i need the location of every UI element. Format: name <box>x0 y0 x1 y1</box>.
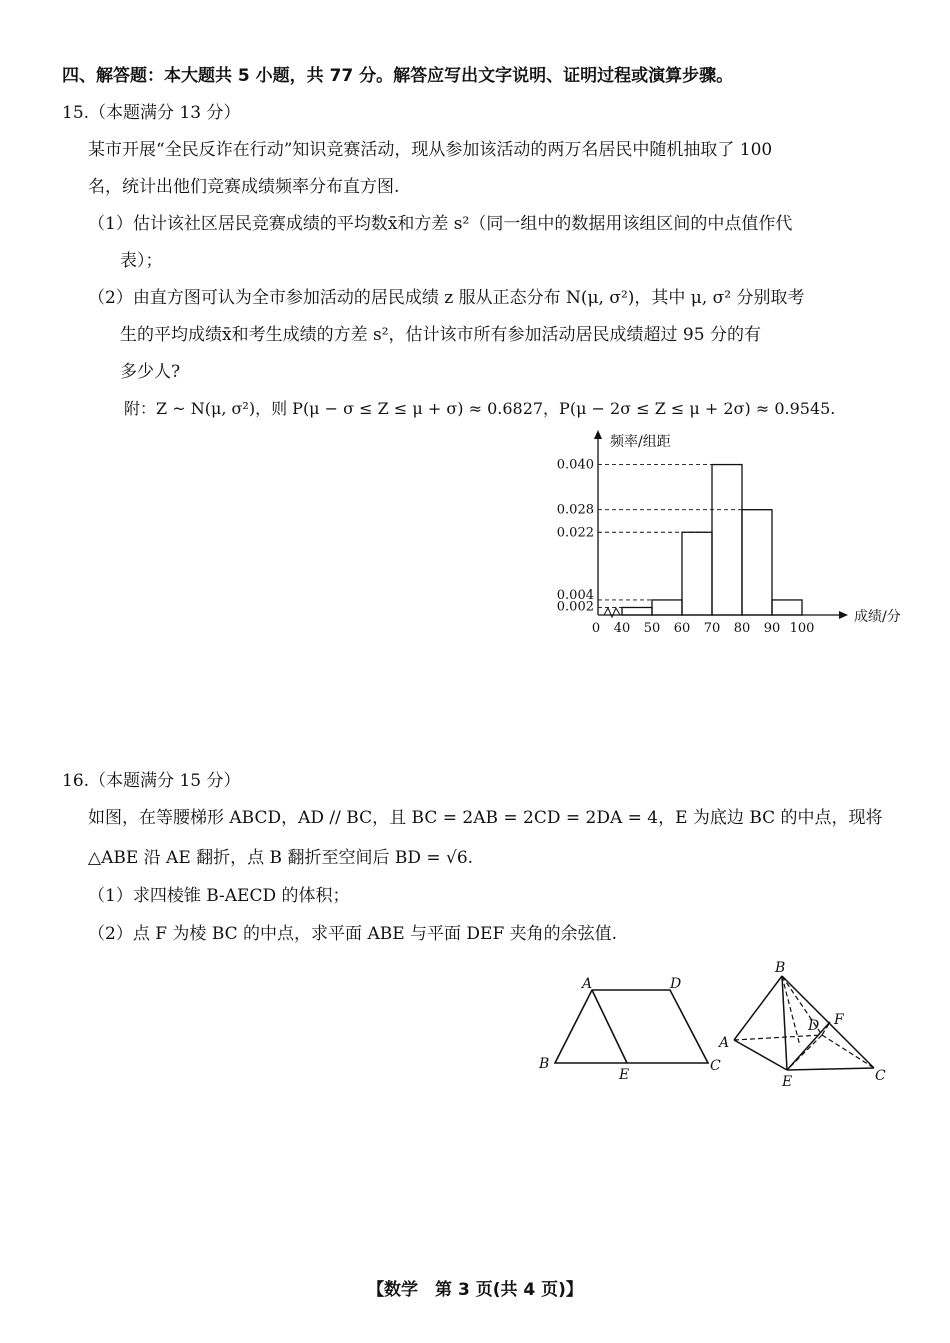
q16-header: 16.（本题满分 15 分） <box>62 771 241 791</box>
edge-ec <box>787 1068 874 1070</box>
histogram-bar-6 <box>772 600 802 615</box>
y-tick-label-4: 0.028 <box>556 502 594 518</box>
label-a: A <box>582 976 593 992</box>
x-tick-label-3: 60 <box>673 621 691 636</box>
pyramid-figure <box>712 958 897 1093</box>
edge-be <box>782 976 787 1070</box>
label-a3: A <box>719 1035 730 1051</box>
q15-part2-line3: 多少人? <box>120 362 181 382</box>
x-tick-label-6: 90 <box>763 621 781 636</box>
q15-part2-line1: （2）由直方图可认为全市参加活动的居民成绩 z 服从正态分布 N(μ, σ²)，其中 μ, σ² 分别取考 <box>88 288 805 308</box>
x-tick-label-5: 80 <box>733 621 751 636</box>
y-tick-label-5: 0.040 <box>556 457 594 473</box>
histogram-bar-5 <box>742 510 772 615</box>
y-tick-label-2: 0.004 <box>556 587 594 603</box>
section-heading: 四、解答题：本大题共 5 小题，共 77 分。解答应写出文字说明、证明过程或演算步骤。 <box>62 66 734 86</box>
q16-stem-line1: 如图，在等腰梯形 ABCD，AD // BC，且 BC = 2AB = 2CD = 2DA = 4，E 为底边 BC 的中点，现将 <box>88 808 883 828</box>
label-b: B <box>539 1056 550 1072</box>
edge-ba <box>734 976 782 1040</box>
label-d: D <box>670 976 682 992</box>
q16-stem-line2: △ABE 沿 AE 翻折，点 B 翻折至空间后 BD = √6. <box>88 848 474 868</box>
y-axis-label: 频率/组距 <box>610 434 671 450</box>
x-axis-arrow <box>839 611 848 619</box>
label-f3: F <box>834 1012 844 1028</box>
label-e: E <box>619 1067 630 1083</box>
x-tick-label-2: 50 <box>643 621 661 636</box>
q15-header: 15.（本题满分 13 分） <box>62 103 241 123</box>
histogram-bar-3 <box>682 532 712 615</box>
q15-part2-line2: 生的平均成绩x̄和考生成绩的方差 s²，估计该市所有参加活动居民成绩超过 95 分的有 <box>120 325 761 345</box>
y-axis-arrow <box>594 430 602 439</box>
label-e3: E <box>782 1074 793 1090</box>
segment-ae <box>592 990 627 1063</box>
trapezoid-figure <box>530 968 730 1083</box>
y-tick-label-3: 0.022 <box>556 525 594 541</box>
trapezoid-outline <box>555 990 708 1063</box>
edge-de <box>787 1035 822 1070</box>
histogram-chart <box>540 428 910 643</box>
label-d3: D <box>808 1018 820 1034</box>
q15-part1-line2: 表）； <box>120 251 163 271</box>
histogram-bar-4 <box>712 465 742 615</box>
axis-break <box>604 608 620 617</box>
label-b3: B <box>775 960 786 976</box>
label-c3: C <box>875 1068 886 1084</box>
y-tick-label-1: 0.002 <box>556 599 594 615</box>
histogram-bar-1 <box>622 607 652 615</box>
edge-ad <box>734 1035 822 1040</box>
x-tick-label-4: 70 <box>703 621 721 636</box>
q15-part1-line1: （1）估计该社区居民竞赛成绩的平均数x̄和方差 s²（同一组中的数据用该组区间的中点值作代 <box>88 214 793 234</box>
edge-bc <box>782 976 874 1068</box>
x-tick-label-1: 40 <box>613 621 631 636</box>
q16-part1: （1）求四棱锥 B-AECD 的体积； <box>88 886 350 906</box>
page-footer: 【数学 第 3 页(共 4 页)】 <box>367 1280 583 1300</box>
edge-dc <box>822 1035 874 1068</box>
q16-part2: （2）点 F 为棱 BC 的中点，求平面 ABE 与平面 DEF 夹角的余弦值. <box>88 924 618 944</box>
label-c: C <box>710 1058 721 1074</box>
edge-ae <box>734 1040 787 1070</box>
q15-stem-line1: 某市开展“全民反诈在行动”知识竞赛活动，现从参加该活动的两万名居民中随机抽取了 100 <box>88 140 773 160</box>
x-tick-label-7: 100 <box>789 621 815 636</box>
histogram-bar-2 <box>652 600 682 615</box>
q15-stem-line2: 名，统计出他们竞赛成绩频率分布直方图. <box>88 177 400 197</box>
origin-label: 0 <box>591 621 601 636</box>
x-axis-label: 成绩/分 <box>854 609 901 625</box>
q15-appendix: 附：Z ~ N(μ, σ²)，则 P(μ − σ ≤ Z ≤ μ + σ) ≈ 0.6827，P(μ − 2σ ≤ Z ≤ μ + 2σ) ≈ 0.9545. <box>124 399 836 418</box>
